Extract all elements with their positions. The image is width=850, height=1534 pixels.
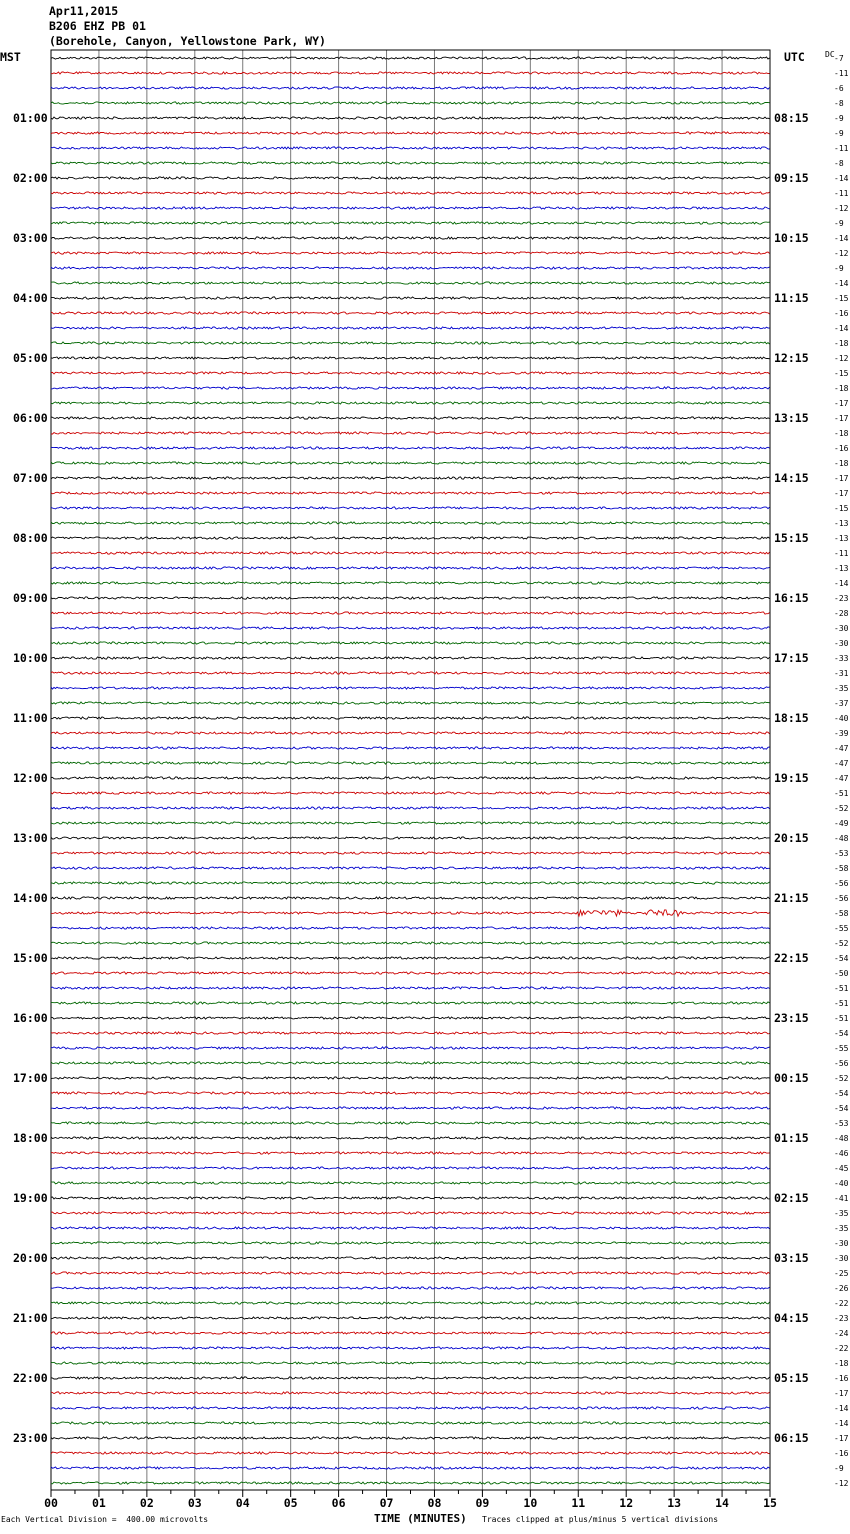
- mst-hour-label: 13:00: [13, 831, 48, 845]
- trace-18: [51, 327, 770, 329]
- trace-66: [51, 1047, 770, 1049]
- utc-hour-label: 08:15: [774, 111, 809, 125]
- dc-offset-label: -51: [834, 789, 849, 798]
- dc-offset-label: -41: [834, 1194, 849, 1203]
- mst-hour-label: 10:00: [13, 651, 48, 665]
- dc-offset-label: -14: [834, 279, 849, 288]
- x-tick-label: 02: [139, 1496, 154, 1510]
- trace-88: [51, 1377, 770, 1379]
- dc-offset-label: -23: [834, 594, 849, 603]
- dc-offset-label: -55: [834, 1044, 849, 1053]
- dc-offset-label: -56: [834, 879, 849, 888]
- dc-offset-label: -45: [834, 1164, 849, 1173]
- dc-offset-label: -13: [834, 564, 849, 573]
- dc-offset-label: -12: [834, 204, 849, 213]
- trace-50: [51, 807, 770, 809]
- trace-71: [51, 1122, 770, 1124]
- x-tick-label: 06: [331, 1496, 346, 1510]
- dc-offset-label: -39: [834, 729, 849, 738]
- dc-offset-label: -14: [834, 579, 849, 588]
- trace-8: [51, 177, 770, 179]
- trace-72: [51, 1137, 770, 1139]
- utc-hour-label: 22:15: [774, 951, 809, 965]
- mst-axis-label: MST: [0, 50, 21, 64]
- dc-offset-label: -13: [834, 519, 849, 528]
- dc-offset-label: -15: [834, 504, 849, 513]
- dc-offset-label: -7: [834, 54, 844, 63]
- trace-55: [51, 882, 770, 884]
- dc-offset-label: -17: [834, 489, 849, 498]
- dc-offset-label: -12: [834, 1479, 849, 1488]
- mst-hour-label: 21:00: [13, 1311, 48, 1325]
- utc-hour-label: 03:15: [774, 1251, 809, 1265]
- trace-31: [51, 522, 770, 524]
- trace-11: [51, 222, 770, 224]
- trace-34: [51, 567, 770, 569]
- dc-offset-label: -40: [834, 1179, 849, 1188]
- dc-offset-label: -16: [834, 444, 849, 453]
- trace-74: [51, 1167, 770, 1169]
- utc-hour-label: 15:15: [774, 531, 809, 545]
- dc-offset-label: -35: [834, 1209, 849, 1218]
- trace-51: [51, 822, 770, 824]
- x-tick-label: 12: [619, 1496, 634, 1510]
- dc-offset-label: -30: [834, 624, 849, 633]
- trace-45: [51, 732, 770, 734]
- dc-offset-label: -17: [834, 399, 849, 408]
- trace-42: [51, 687, 770, 689]
- x-tick-label: 05: [283, 1496, 298, 1510]
- x-tick-label: 10: [523, 1496, 538, 1510]
- x-tick-label: 11: [571, 1496, 586, 1510]
- dc-offset-label: -12: [834, 249, 849, 258]
- dc-offset-label: -47: [834, 759, 849, 768]
- dc-offset-label: -18: [834, 384, 849, 393]
- trace-95: [51, 1482, 770, 1484]
- trace-7: [51, 162, 770, 164]
- trace-94: [51, 1467, 770, 1469]
- trace-26: [51, 447, 770, 449]
- trace-43: [51, 702, 770, 704]
- mst-hour-label: 23:00: [13, 1431, 48, 1445]
- utc-hour-label: 18:15: [774, 711, 809, 725]
- trace-76: [51, 1197, 770, 1199]
- dc-offset-label: -15: [834, 369, 849, 378]
- dc-offset-label: -8: [834, 99, 844, 108]
- mst-hour-label: 17:00: [13, 1071, 48, 1085]
- x-tick-label: 08: [427, 1496, 442, 1510]
- trace-27: [51, 462, 770, 464]
- dc-offset-label: -53: [834, 849, 849, 858]
- trace-0: [51, 57, 770, 59]
- trace-4: [51, 117, 770, 119]
- x-tick-label: 03: [187, 1496, 202, 1510]
- dc-offset-label: -51: [834, 984, 849, 993]
- utc-hour-label: 17:15: [774, 651, 809, 665]
- trace-9: [51, 192, 770, 194]
- mst-hour-label: 22:00: [13, 1371, 48, 1385]
- dc-offset-label: -35: [834, 1224, 849, 1233]
- trace-30: [51, 507, 770, 509]
- utc-hour-label: 11:15: [774, 291, 809, 305]
- trace-49: [51, 792, 770, 794]
- dc-offset-label: -53: [834, 1119, 849, 1128]
- dc-offset-label: -17: [834, 1434, 849, 1443]
- trace-70: [51, 1107, 770, 1109]
- trace-47: [51, 762, 770, 764]
- trace-59: [51, 942, 770, 944]
- trace-83: [51, 1302, 770, 1304]
- trace-67: [51, 1062, 770, 1064]
- dc-offset-label: -9: [834, 219, 844, 228]
- dc-offset-label: -24: [834, 1329, 849, 1338]
- trace-5: [51, 132, 770, 134]
- trace-22: [51, 387, 770, 389]
- trace-64: [51, 1017, 770, 1019]
- trace-17: [51, 312, 770, 314]
- trace-16: [51, 297, 770, 299]
- trace-56: [51, 897, 770, 899]
- trace-65: [51, 1032, 770, 1034]
- trace-57: [51, 910, 770, 916]
- dc-offset-label: -37: [834, 699, 849, 708]
- x-tick-label: 15: [763, 1496, 777, 1510]
- utc-hour-label: 23:15: [774, 1011, 809, 1025]
- date-label: Apr11,2015: [49, 4, 119, 18]
- trace-28: [51, 477, 770, 479]
- trace-90: [51, 1407, 770, 1409]
- utc-hour-label: 06:15: [774, 1431, 809, 1445]
- x-tick-label: 09: [475, 1496, 490, 1510]
- dc-offset-label: -11: [834, 69, 849, 78]
- mst-hour-label: 12:00: [13, 771, 48, 785]
- trace-33: [51, 552, 770, 554]
- dc-offset-label: -52: [834, 1074, 849, 1083]
- x-tick-label: 01: [92, 1496, 106, 1510]
- mst-hour-label: 20:00: [13, 1251, 48, 1265]
- trace-48: [51, 777, 770, 779]
- utc-hour-label: 14:15: [774, 471, 809, 485]
- trace-79: [51, 1242, 770, 1244]
- dc-offset-label: -14: [834, 174, 849, 183]
- dc-offset-label: -9: [834, 129, 844, 138]
- dc-offset-label: -51: [834, 999, 849, 1008]
- dc-offset-label: -9: [834, 114, 844, 123]
- dc-offset-label: -12: [834, 354, 849, 363]
- trace-63: [51, 1002, 770, 1004]
- dc-offset-label: -11: [834, 189, 849, 198]
- x-tick-label: 04: [235, 1496, 250, 1510]
- trace-29: [51, 492, 770, 494]
- dc-offset-label: -31: [834, 669, 849, 678]
- dc-offset-label: -56: [834, 1059, 849, 1068]
- dc-offset-label: -18: [834, 1359, 849, 1368]
- mst-hour-label: 09:00: [13, 591, 48, 605]
- trace-10: [51, 207, 770, 209]
- utc-hour-label: 01:15: [774, 1131, 809, 1145]
- dc-offset-label: -18: [834, 429, 849, 438]
- dc-offset-label: -23: [834, 1314, 849, 1323]
- dc-offset-label: -16: [834, 1374, 849, 1383]
- dc-offset-label: -11: [834, 144, 849, 153]
- dc-offset-label: -47: [834, 774, 849, 783]
- trace-82: [51, 1287, 770, 1289]
- dc-offset-label: -11: [834, 549, 849, 558]
- utc-hour-label: 09:15: [774, 171, 809, 185]
- dc-offset-label: -58: [834, 864, 849, 873]
- trace-14: [51, 267, 770, 269]
- trace-62: [51, 987, 770, 989]
- x-tick-label: 13: [667, 1496, 682, 1510]
- trace-46: [51, 747, 770, 749]
- mst-hour-label: 04:00: [13, 291, 48, 305]
- dc-offset-label: -54: [834, 1104, 849, 1113]
- mst-hour-label: 03:00: [13, 231, 48, 245]
- trace-54: [51, 867, 770, 869]
- trace-15: [51, 282, 770, 284]
- utc-hour-label: 00:15: [774, 1071, 809, 1085]
- trace-36: [51, 597, 770, 599]
- dc-offset-label: -17: [834, 414, 849, 423]
- trace-21: [51, 372, 770, 374]
- trace-91: [51, 1422, 770, 1424]
- dc-offset-label: -18: [834, 459, 849, 468]
- dc-offset-label: -13: [834, 534, 849, 543]
- dc-offset-label: -46: [834, 1149, 849, 1158]
- utc-hour-label: 10:15: [774, 231, 809, 245]
- dc-offset-label: -52: [834, 804, 849, 813]
- dc-offset-label: -14: [834, 324, 849, 333]
- x-tick-label: 00: [44, 1496, 58, 1510]
- trace-92: [51, 1437, 770, 1439]
- x-tick-label: 07: [379, 1496, 394, 1510]
- dc-offset-label: -52: [834, 939, 849, 948]
- trace-52: [51, 837, 770, 839]
- trace-75: [51, 1182, 770, 1184]
- trace-40: [51, 657, 770, 659]
- trace-6: [51, 147, 770, 149]
- dc-offset-label: -6: [834, 84, 844, 93]
- trace-53: [51, 852, 770, 854]
- dc-offset-label: -54: [834, 1089, 849, 1098]
- dc-header-label: DC: [825, 50, 835, 59]
- dc-offset-label: -14: [834, 234, 849, 243]
- dc-offset-label: -14: [834, 1404, 849, 1413]
- utc-hour-label: 20:15: [774, 831, 809, 845]
- scale-note: Each Vertical Division = 400.00 microvolts: [1, 1515, 209, 1524]
- dc-offset-label: -50: [834, 969, 849, 978]
- utc-hour-label: 13:15: [774, 411, 809, 425]
- trace-35: [51, 582, 770, 584]
- trace-93: [51, 1452, 770, 1454]
- utc-hour-label: 21:15: [774, 891, 809, 905]
- dc-offset-label: -8: [834, 159, 844, 168]
- dc-offset-label: -17: [834, 1389, 849, 1398]
- trace-12: [51, 237, 770, 239]
- trace-23: [51, 402, 770, 404]
- trace-25: [51, 432, 770, 434]
- station-label: B206 EHZ PB 01: [49, 19, 146, 33]
- trace-87: [51, 1362, 770, 1364]
- trace-77: [51, 1212, 770, 1214]
- utc-hour-label: 19:15: [774, 771, 809, 785]
- trace-20: [51, 357, 770, 359]
- utc-axis-label: UTC: [784, 50, 805, 64]
- utc-hour-label: 16:15: [774, 591, 809, 605]
- trace-81: [51, 1272, 770, 1274]
- trace-89: [51, 1392, 770, 1394]
- dc-offset-label: -56: [834, 894, 849, 903]
- mst-hour-label: 14:00: [13, 891, 48, 905]
- dc-offset-label: -33: [834, 654, 849, 663]
- utc-hour-label: 02:15: [774, 1191, 809, 1205]
- dc-offset-label: -30: [834, 1239, 849, 1248]
- trace-13: [51, 252, 770, 254]
- x-axis-title: TIME (MINUTES): [374, 1512, 467, 1525]
- dc-offset-label: -28: [834, 609, 849, 618]
- dc-offset-label: -9: [834, 1464, 844, 1473]
- dc-offset-label: -30: [834, 639, 849, 648]
- dc-offset-label: -16: [834, 1449, 849, 1458]
- dc-offset-label: -30: [834, 1254, 849, 1263]
- dc-offset-label: -58: [834, 909, 849, 918]
- mst-hour-label: 18:00: [13, 1131, 48, 1145]
- trace-68: [51, 1077, 770, 1079]
- trace-84: [51, 1317, 770, 1319]
- plot-frame: [51, 50, 770, 1490]
- mst-hour-label: 07:00: [13, 471, 48, 485]
- clip-note: Traces clipped at plus/minus 5 vertical divisions: [482, 1515, 719, 1524]
- dc-offset-label: -18: [834, 339, 849, 348]
- dc-offset-label: -17: [834, 474, 849, 483]
- trace-19: [51, 342, 770, 344]
- dc-offset-label: -48: [834, 834, 849, 843]
- mst-hour-label: 06:00: [13, 411, 48, 425]
- trace-39: [51, 642, 770, 644]
- location-label: (Borehole, Canyon, Yellowstone Park, WY): [49, 34, 326, 48]
- mst-hour-label: 02:00: [13, 171, 48, 185]
- dc-offset-label: -22: [834, 1344, 849, 1353]
- mst-hour-label: 01:00: [13, 111, 48, 125]
- dc-offset-label: -51: [834, 1014, 849, 1023]
- dc-offset-label: -35: [834, 684, 849, 693]
- trace-1: [51, 72, 770, 74]
- trace-41: [51, 672, 770, 674]
- dc-offset-label: -14: [834, 1419, 849, 1428]
- trace-58: [51, 927, 770, 929]
- dc-offset-label: -15: [834, 294, 849, 303]
- dc-offset-label: -40: [834, 714, 849, 723]
- dc-offset-label: -9: [834, 264, 844, 273]
- mst-hour-label: 11:00: [13, 711, 48, 725]
- mst-hour-label: 19:00: [13, 1191, 48, 1205]
- trace-24: [51, 417, 770, 419]
- trace-80: [51, 1257, 770, 1259]
- trace-3: [51, 102, 770, 104]
- dc-offset-label: -48: [834, 1134, 849, 1143]
- dc-offset-label: -25: [834, 1269, 849, 1278]
- trace-38: [51, 627, 770, 629]
- trace-61: [51, 972, 770, 974]
- dc-offset-label: -22: [834, 1299, 849, 1308]
- trace-44: [51, 717, 770, 719]
- trace-32: [51, 537, 770, 539]
- trace-86: [51, 1347, 770, 1349]
- dc-offset-label: -55: [834, 924, 849, 933]
- dc-offset-label: -16: [834, 309, 849, 318]
- trace-85: [51, 1332, 770, 1334]
- mst-hour-label: 05:00: [13, 351, 48, 365]
- dc-offset-label: -54: [834, 1029, 849, 1038]
- trace-73: [51, 1152, 770, 1154]
- utc-hour-label: 12:15: [774, 351, 809, 365]
- utc-hour-label: 05:15: [774, 1371, 809, 1385]
- mst-hour-label: 15:00: [13, 951, 48, 965]
- dc-offset-label: -26: [834, 1284, 849, 1293]
- dc-offset-label: -54: [834, 954, 849, 963]
- mst-hour-label: 16:00: [13, 1011, 48, 1025]
- x-tick-label: 14: [715, 1496, 729, 1510]
- dc-offset-label: -47: [834, 744, 849, 753]
- trace-69: [51, 1092, 770, 1094]
- mst-hour-label: 08:00: [13, 531, 48, 545]
- trace-2: [51, 87, 770, 89]
- trace-37: [51, 612, 770, 614]
- trace-60: [51, 957, 770, 959]
- utc-hour-label: 04:15: [774, 1311, 809, 1325]
- dc-offset-label: -49: [834, 819, 849, 828]
- trace-78: [51, 1227, 770, 1229]
